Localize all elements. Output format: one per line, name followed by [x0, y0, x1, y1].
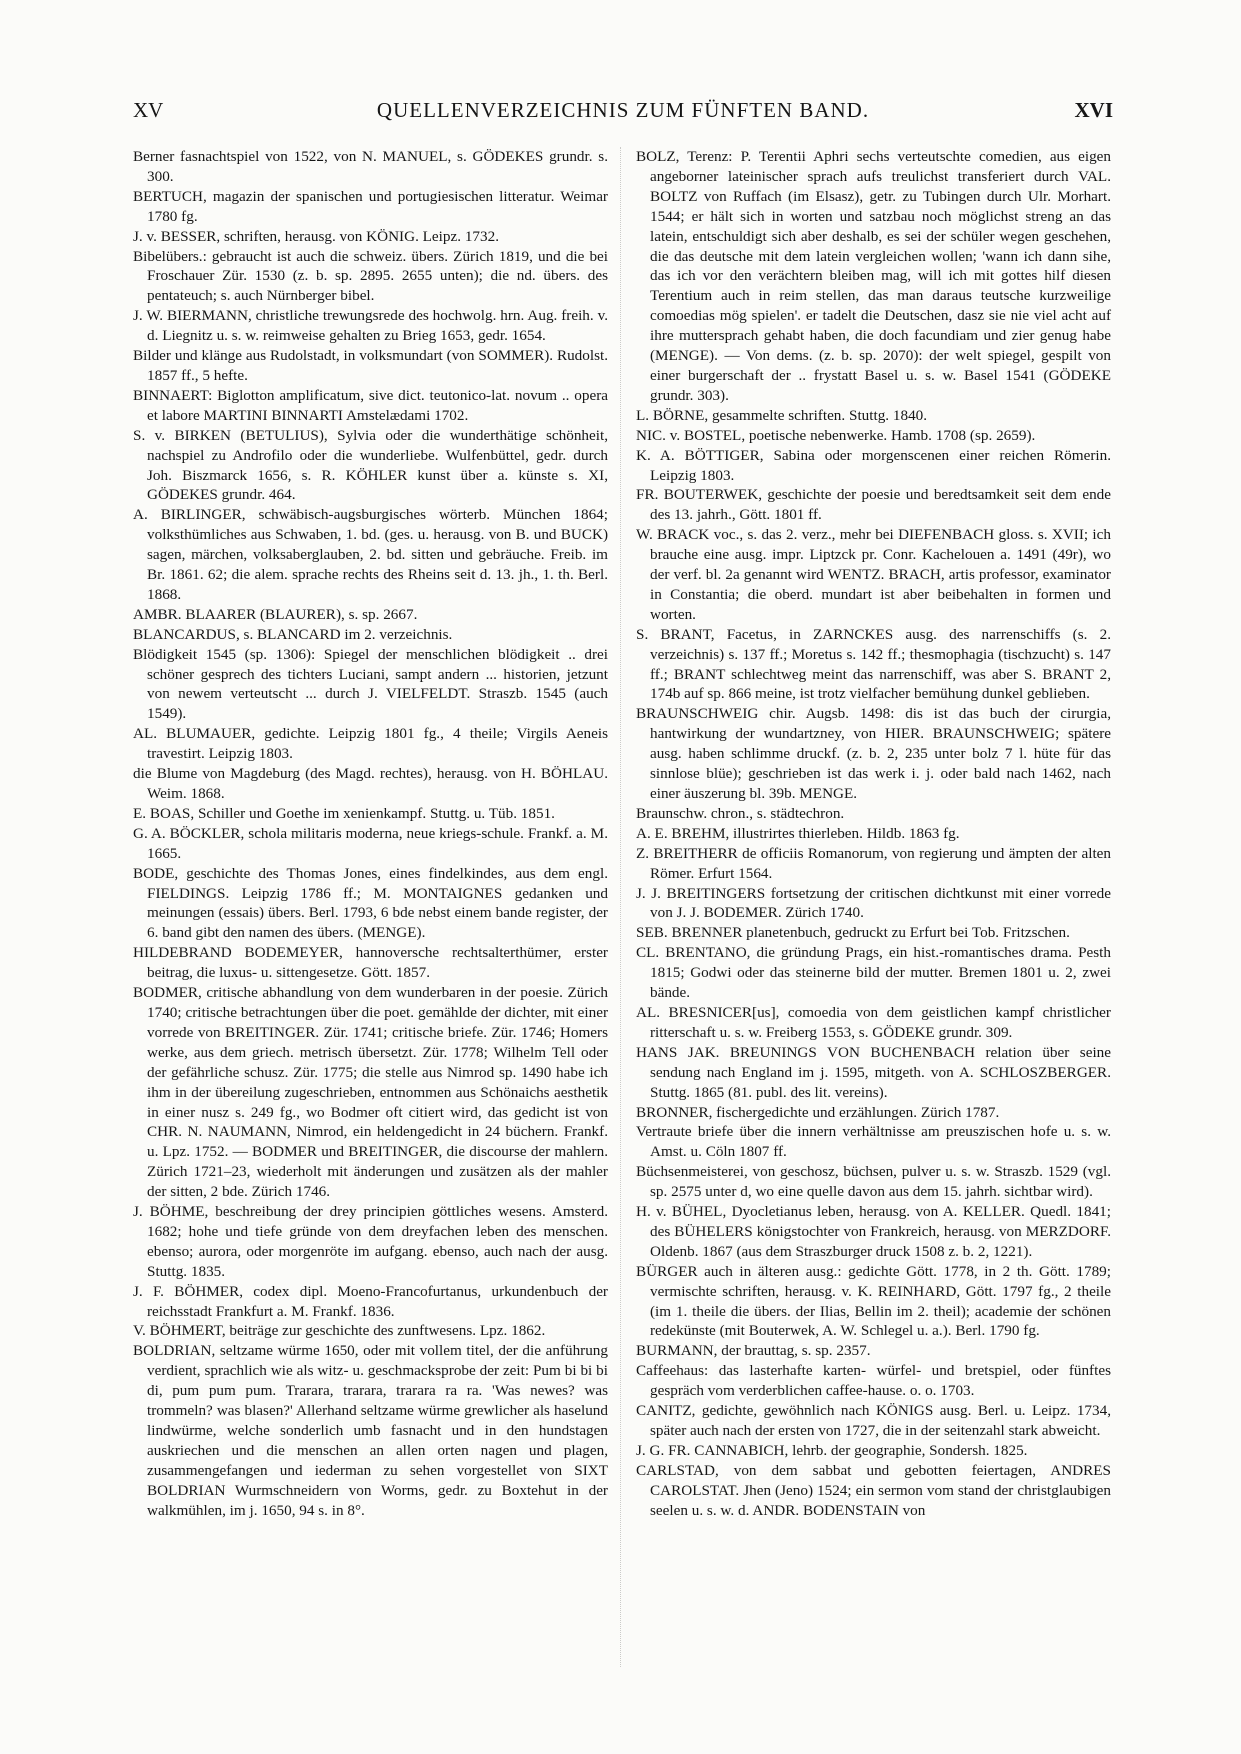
bibliography-entry: SEB. BRENNER planetenbuch, gedruckt zu Erfurt bei Tob. Fritzschen.	[636, 924, 1070, 942]
bibliography-entry: Vertraute briefe über die innern verhältnisse am preuszischen hofe u. s. w. Amst. u. Cöln 1807 ff.	[636, 1123, 1111, 1161]
running-title: QUELLENVERZEICHNIS ZUM FÜNFTEN BAND.	[376, 98, 870, 122]
bibliography-entry: BODE, geschichte des Thomas Jones, eines findelkindes, aus dem engl. FIELDINGS. Leipzig 1786 ff.; M. MONTAIGNES gedanken und meinungen (essais) übers. Berl. 1793, 6 bde nebst einem bande register, der 6. band gibt den namen des übers. (MENGE).	[133, 864, 608, 942]
bibliography-entry: HILDEBRAND BODEMEYER, hannoversche rechtsalterthümer, erster beitrag, die luxus- u. sittengesetze. Gött. 1857.	[133, 944, 608, 982]
bibliography-entry: BINNAERT: Biglotton amplificatum, sive dict. teutonico-lat. novum .. opera et labore MARTINI BINNARTI Amstelædami 1702.	[133, 386, 608, 424]
bibliography-entry: CARLSTAD, von dem sabbat und gebotten feiertagen, ANDRES CAROLSTAT. Jhen (Jeno) 1524; ein sermon vom stand der christglaubigen seelen u. s. w. d. ANDR. BODENSTAIN von	[636, 1461, 1111, 1519]
bibliography-entry: AL. BLUMAUER, gedichte. Leipzig 1801 fg., 4 theile; Virgils Aeneis travestirt. Leipzig 1803.	[133, 725, 608, 763]
bibliography-entry: L. BÖRNE, gesammelte schriften. Stuttg. 1840.	[636, 406, 928, 424]
bibliography-entry: A. BIRLINGER, schwäbisch-augsburgisches wörterb. München 1864; volksthümliches aus Schwaben, 1. bd. (ges. u. herausg. von B. und BUCK) sagen, märchen, volksaberglauben, 2. bd. sitten und gebräuche. Freib. im Br. 1861. 62; die alem. sprache rechts des Rheins seit d. 13. jh., 1. th. Berl. 1868.	[133, 506, 608, 603]
column-divider	[620, 147, 621, 1667]
bibliography-entry: J. J. BREITINGERS fortsetzung der critischen dichtkunst mit einer vorrede von J. J. BODEMER. Zürich 1740.	[636, 884, 1111, 922]
bibliography-entry: BÜRGER auch in älteren ausg.: gedichte Gött. 1778, in 2 th. Gött. 1789; vermischte schriften, herausg. v. K. REINHARD, Gött. 1797 fg., 2 theile (im 1. theile die übers. der Ilias, Bellin im 2. theil); academie der schönen redekünste (mit Bouterwek, A. W. Schlegel u. a.). Berl. 1790 fg.	[636, 1262, 1111, 1340]
running-header	[133, 98, 1113, 128]
bibliography-entry: BOLDRIAN, seltzame würme 1650, oder mit vollem titel, der die anführung verdient, sprachlich wie als witz- u. geschmacksprobe der zeit: Pum bi bi bi di, pum pum pum. Trarara, trarara, trarara ra ra. 'Was newes? was trommeln? was blasen?' Allerhand seltzame würme grewlicher als haselund lindwürme, welche sonderlich umb fasnacht und in den hundstagen auskriechen und die menschen an allen orten nagen und plagen, zusammengefangen und iederman zu sehen vorgestellet von SIXT BOLDRIAN Wurmschneidern von Worms, gedr. zu Boxtehut in der walkmühlen, im j. 1650, 94 s. in 8°.	[133, 1342, 608, 1519]
bibliography-entry: J. G. FR. CANNABICH, lehrb. der geographie, Sondersh. 1825.	[636, 1441, 1028, 1459]
bibliography-entry: K. A. BÖTTIGER, Sabina oder morgenscenen einer reichen Römerin. Leipzig 1803.	[636, 446, 1111, 484]
right-page-number: XVI	[1074, 98, 1113, 122]
bibliography-entry: CL. BRENTANO, die gründung Prags, ein hist.-romantisches drama. Pesth 1815; Godwi oder das steinerne bild der mutter. Bremen 1801 u. 2, zwei bände.	[636, 944, 1111, 1002]
bibliography-entry: Caffeehaus: das lasterhafte karten- würfel- und bretspiel, oder fünftes gespräch vom verderblichen caffee-hause. o. o. 1703.	[636, 1362, 1111, 1400]
bibliography-entry: J. v. BESSER, schriften, herausg. von KÖNIG. Leipz. 1732.	[133, 227, 499, 245]
bibliography-entry: J. BÖHME, beschreibung der drey principien göttliches wesens. Amsterd. 1682; hohe und tiefe gründe von dem dreyfachen leben des menschen. ebenso; aurora, oder morgenröte im aufgang. ebenso, auch nach der ausg. Stuttg. 1835.	[133, 1203, 608, 1280]
bibliography-entry: BLANCARDUS, s. BLANCARD im 2. verzeichnis.	[133, 625, 453, 643]
bibliography-entry: A. E. BREHM, illustrirtes thierleben. Hildb. 1863 fg.	[636, 824, 960, 842]
bibliography-entry: CANITZ, gedichte, gewöhnlich nach KÖNIGS ausg. Berl. u. Leipz. 1734, später auch nach der ersten von 1727, die in der seitenzahl stark abweicht.	[636, 1402, 1111, 1439]
bibliography-entry: HANS JAK. BREUNINGS VON BUCHENBACH relation über seine sendung nach England im j. 1595, mitgeth. von A. SCHLOSZBERGER. Stuttg. 1865 (81. publ. des lit. vereins).	[636, 1043, 1111, 1101]
bibliography-entry: BODMER, critische abhandlung von dem wunderbaren in der poesie. Zürich 1740; critische betrachtungen über die poet. gemählde der dichter, mit einer vorrede von BREITINGER. Zür. 1741; critische briefe. Zür. 1746; Homers werke, aus dem griech. metrisch übersetzt. Zür. 1778; Wilhelm Tell oder der gefährliche schusz. Zür. 1775; die stelle aus Nimrod sp. 1490 habe ich ihm in der übereilung zugeschrieben, entnommen aus Schönaichs aesthetik in einer nusz s. 249 fg., wo Bodmer oft citiert wird, das gedicht ist von CHR. N. NAUMANN, Nimrod, ein heldengedicht in 24 büchern. Frankf. u. Lpz. 1752. — BODMER und BREITINGER, die discourse der mahlern. Zürich 1721–23, wiederholt mit änderungen und zusätzen als der mahler der sitten, 2 bde. Zürich 1746.	[133, 984, 608, 1201]
bibliography-entry: AL. BRESNICER[us], comoedia von dem geistlichen kampf christlicher ritterschaft u. s. w. Freiberg 1553, s. GÖDEKE grundr. 309.	[636, 1003, 1111, 1041]
left-page-number: XV	[133, 98, 164, 122]
bibliography-entry: Blödigkeit 1545 (sp. 1306): Spiegel der menschlichen blödigkeit .. drei schöner gesprech des tichters Luciani, sampt andern ... historien, jetzunt von newem verteutscht ... durch J. VIELFELDT. Straszb. 1545 (auch 1549).	[133, 645, 608, 723]
bibliography-entry: BRAUNSCHWEIG chir. Augsb. 1498: dis ist das buch der cirurgia, hantwirkung der wundartzney, von HIER. BRAUNSCHWEIG; spätere ausg. haben schlimme druckf. (z. b. 2, 235 unter bolz 7 l. hüte für das sinnlose blüe); geschrieben ist das werk i. j. oder bald nach 1462, nach einer äuszerung bl. 39b. MENGE.	[636, 705, 1111, 802]
bibliography-entry: BURMANN, der brauttag, s. sp. 2357.	[636, 1342, 871, 1360]
bibliography-entry: W. BRACK voc., s. das 2. verz., mehr bei DIEFENBACH gloss. s. XVII; ich brauche eine ausg. impr. Liptzck pr. Conr. Kachelouen a. 1491 (49r), wo der verf. bl. 2a genannt wird WENTZ. BRACH, artis professor, examinator in Constantia; die oberd. mundart ist aber beibehalten in formen und worten.	[636, 526, 1111, 623]
bibliography-entry: FR. BOUTERWEK, geschichte der poesie und beredtsamkeit seit dem ende des 13. jahrh., Gött. 1801 ff.	[636, 486, 1111, 524]
bibliography-entry: Bilder und klänge aus Rudolstadt, in volksmundart (von SOMMER). Rudolst. 1857 ff., 5 hefte.	[133, 347, 608, 384]
bibliography-entry: BOLZ, Terenz: P. Terentii Aphri sechs verteutschte comedien, aus eigen angeborner lateinischer sprach aufs treulichst transferiert durch VAL. BOLTZ von Ruffach (im Elsasz), getr. zu Tubingen durch Ulr. Morhart. 1544; er hält sich in worten und satzbau noch möglichst streng an das latein, entschuldigt sich aber deshalb, es sei der schüler wegen geschehen, die das deutsche mit dem latein vergleichen wollen; 'wann ich dann sihe, das ich vor den verächtern bleiben mag, will ich mit gottes hilf diesen Terentium auch in reim stellen, das man daraus teutsche kurzweilige comoedias mög spielen'. er tadelt die Deutschen, dasz sie nie viel acht auf ihre muttersprach gehabt haben, die doch facundiam und zier genug habe (MENGE). — Von dems. (z. b. sp. 2070): der welt spiegel, gespilt von einer burgerschaft der .. frystatt Basel u. s. w. Basel 1541 (GÖDEKE grundr. 303).	[636, 148, 1111, 404]
bibliography-entry: AMBR. BLAARER (BLAURER), s. sp. 2667.	[133, 605, 418, 623]
bibliography-entry: J. F. BÖHMER, codex dipl. Moeno-Francofurtanus, urkundenbuch der reichsstadt Frankfurt a. M. Frankf. 1836.	[133, 1282, 608, 1320]
bibliography-entry: S. BRANT, Facetus, in ZARNCKES ausg. des narrenschiffs (s. 2. verzeichnis) s. 137 ff.; Moretus s. 142 ff.; thesmophagia (tischzucht) s. 147 ff.; BRANT schlechtweg meint das narrenschiff, was aber S. BRANT 2, 174b auf sp. 866 meine, ist trotz vielfacher bemühung dunkel geblieben.	[636, 625, 1111, 703]
left-column	[133, 147, 608, 1521]
bibliography-entry: BERTUCH, magazin der spanischen und portugiesischen litteratur. Weimar 1780 fg.	[133, 187, 608, 225]
bibliography-entry: Braunschw. chron., s. städtechron.	[636, 804, 845, 822]
bibliography-entry: E. BOAS, Schiller und Goethe im xenienkampf. Stuttg. u. Tüb. 1851.	[133, 804, 555, 822]
bibliography-entry: H. v. BÜHEL, Dyocletianus leben, herausg. von A. KELLER. Quedl. 1841; des BÜHELERS königstochter von Frankreich, herausg. von MERZDORF. Oldenb. 1867 (aus dem Straszburger druck 1508 z. b. 2, 1221).	[636, 1203, 1111, 1260]
bibliography-entry: Berner fasnachtspiel von 1522, von N. MANUEL, s. GÖDEKES grundr. s. 300.	[133, 148, 608, 185]
bibliography-entry: die Blume von Magdeburg (des Magd. rechtes), herausg. von H. BÖHLAU. Weim. 1868.	[133, 765, 608, 802]
bibliography-entry: V. BÖHMERT, beiträge zur geschichte des zunftwesens. Lpz. 1862.	[133, 1322, 546, 1340]
bibliography-entry: G. A. BÖCKLER, schola militaris moderna, neue kriegs-schule. Frankf. a. M. 1665.	[133, 824, 608, 862]
bibliography-entry: NIC. v. BOSTEL, poetische nebenwerke. Hamb. 1708 (sp. 2659).	[636, 426, 1036, 444]
bibliography-entry: Büchsenmeisterei, von geschosz, büchsen, pulver u. s. w. Straszb. 1529 (vgl. sp. 2575 unter d, wo eine quelle davon aus dem 15. jahrh. sichtbar wird).	[636, 1163, 1111, 1201]
bibliography-entry: BRONNER, fischergedichte und erzählungen. Zürich 1787.	[636, 1103, 1000, 1121]
bibliography-entry: Z. BREITHERR de officiis Romanorum, von regierung und ämpten der alten Römer. Erfurt 1564.	[636, 844, 1111, 882]
bibliography-entry: J. W. BIERMANN, christliche trewungsrede des hochwolg. hrn. Aug. freih. v. d. Liegnitz u. s. w. reimweise gehalten zu Brieg 1653, gedr. 1654.	[133, 307, 608, 345]
bibliography-entry: Bibelübers.: gebraucht ist auch die schweiz. übers. Zürich 1819, und die bei Froschauer Zür. 1530 (z. b. sp. 2895. 2655 unten); die nd. übers. des pentateuch; s. auch Nürnberger bibel.	[133, 247, 608, 305]
bibliography-entry: S. v. BIRKEN (BETULIUS), Sylvia oder die wunderthätige schönheit, nachspiel zu Androfilo oder die wunderliebe. Wulfenbüttel, gedr. durch Joh. Biszmarck 1656, s. R. KÖHLER kunst über a. künste s. XI, GÖDEKES grundr. 464.	[133, 426, 608, 504]
right-column	[636, 147, 1111, 1521]
